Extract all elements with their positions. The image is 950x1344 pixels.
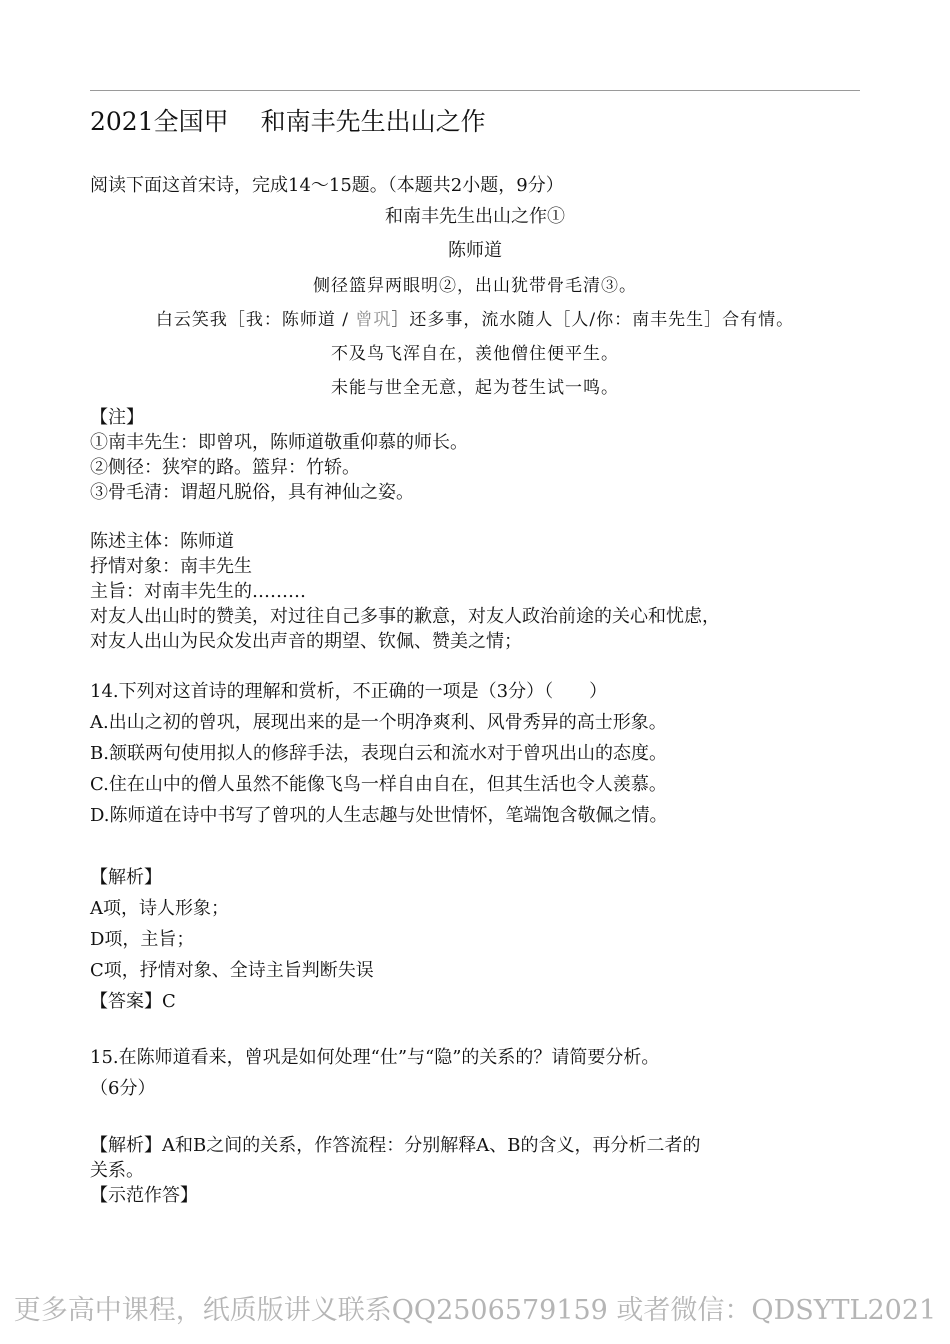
q14-option-b: B.颔联两句使用拟人的修辞手法，表现白云和流水对于曾巩出山的态度。: [90, 743, 667, 764]
note-1: ①南丰先生：即曾巩，陈师道敬重仰慕的师长。: [90, 432, 468, 453]
q15-sample-answer-heading: 【示范作答】: [90, 1185, 198, 1206]
poem-line-3: 不及鸟飞浑自在，羡他僧住便平生。: [331, 344, 619, 364]
poem-line-2: [0, 308, 950, 332]
q14-option-a: A.出山之初的曾巩，展现出来的是一个明净爽利、风骨秀异的高士形象。: [90, 712, 667, 733]
poem-author: 陈师道: [448, 240, 502, 261]
notes-heading: 【注】: [90, 407, 144, 428]
analysis-subject: 陈述主体：陈师道: [90, 531, 234, 552]
q14-reason-1: A项，诗人形象；: [90, 898, 229, 919]
q14-reason-3: C项，抒情对象、全诗主旨判断失误: [90, 960, 374, 981]
q15-stem: 15.在陈师道看来，曾巩是如何处理“仕”与“隐”的关系的？请简要分析。: [90, 1047, 660, 1068]
poem-line-2-highlight: 曾巩: [355, 310, 392, 330]
q14-option-c: C.住在山中的僧人虽然不能像飞鸟一样自由自在，但其生活也令人羡慕。: [90, 774, 667, 795]
note-3: ③骨毛清：谓超凡脱俗，具有神仙之姿。: [90, 482, 414, 503]
analysis-theme-line-2: 对友人出山时的赞美，对过往自己多事的歉意，对友人政治前途的关心和忧虑，: [90, 606, 720, 627]
poem-line-4: 未能与世全无意，起为苍生试一鸣。: [331, 378, 619, 398]
note-2: ②侧径：狭窄的路。篮舁：竹轿。: [90, 457, 360, 478]
contact-watermark: 更多高中课程，纸质版讲义联系QQ2506579159 或者微信：QDSYTL2021: [13, 1295, 937, 1326]
poem-line-2-c: ］还多事，流水随人［人/你：南丰先生］合有情。: [391, 310, 795, 330]
q15-analysis-line-1: 【解析】A和B之间的关系，作答流程：分别解释A、B的含义，再分析二者的: [90, 1135, 701, 1156]
header-rule: [90, 90, 860, 91]
poem-line-2-a: 白云笑我［我：陈师道 /: [155, 310, 356, 330]
q14-analysis-heading: 【解析】: [90, 867, 162, 888]
analysis-object: 抒情对象：南丰先生: [90, 556, 252, 577]
analysis-theme: 主旨：对南丰先生的………: [90, 581, 306, 602]
q14-answer: 【答案】C: [90, 991, 176, 1012]
poem-title: 和南丰先生出山之作①: [385, 206, 565, 227]
q15-analysis-line-2: 关系。: [90, 1160, 144, 1181]
q14-option-d: D.陈师道在诗中书写了曾巩的人生志趣与处世情怀，笔端饱含敬佩之情。: [90, 805, 668, 826]
page-title: [90, 102, 486, 138]
analysis-theme-line-3: 对友人出山为民众发出声音的期望、钦佩、赞美之情；: [90, 631, 522, 652]
q14-reason-2: D项，主旨；: [90, 929, 195, 950]
exam-year: 2021全国甲: [90, 107, 229, 136]
intro-text: 阅读下面这首宋诗，完成14～15题。（本题共2小题，9分）: [90, 175, 564, 196]
q14-stem: 14.下列对这首诗的理解和赏析，不正确的一项是（3分）（ ）: [90, 681, 608, 702]
poem-line-1: 侧径篮舁两眼明②，出山犹带骨毛清③。: [313, 276, 637, 296]
poem-name: 和南丰先生出山之作: [260, 107, 486, 136]
q15-score: （6分）: [90, 1078, 156, 1099]
